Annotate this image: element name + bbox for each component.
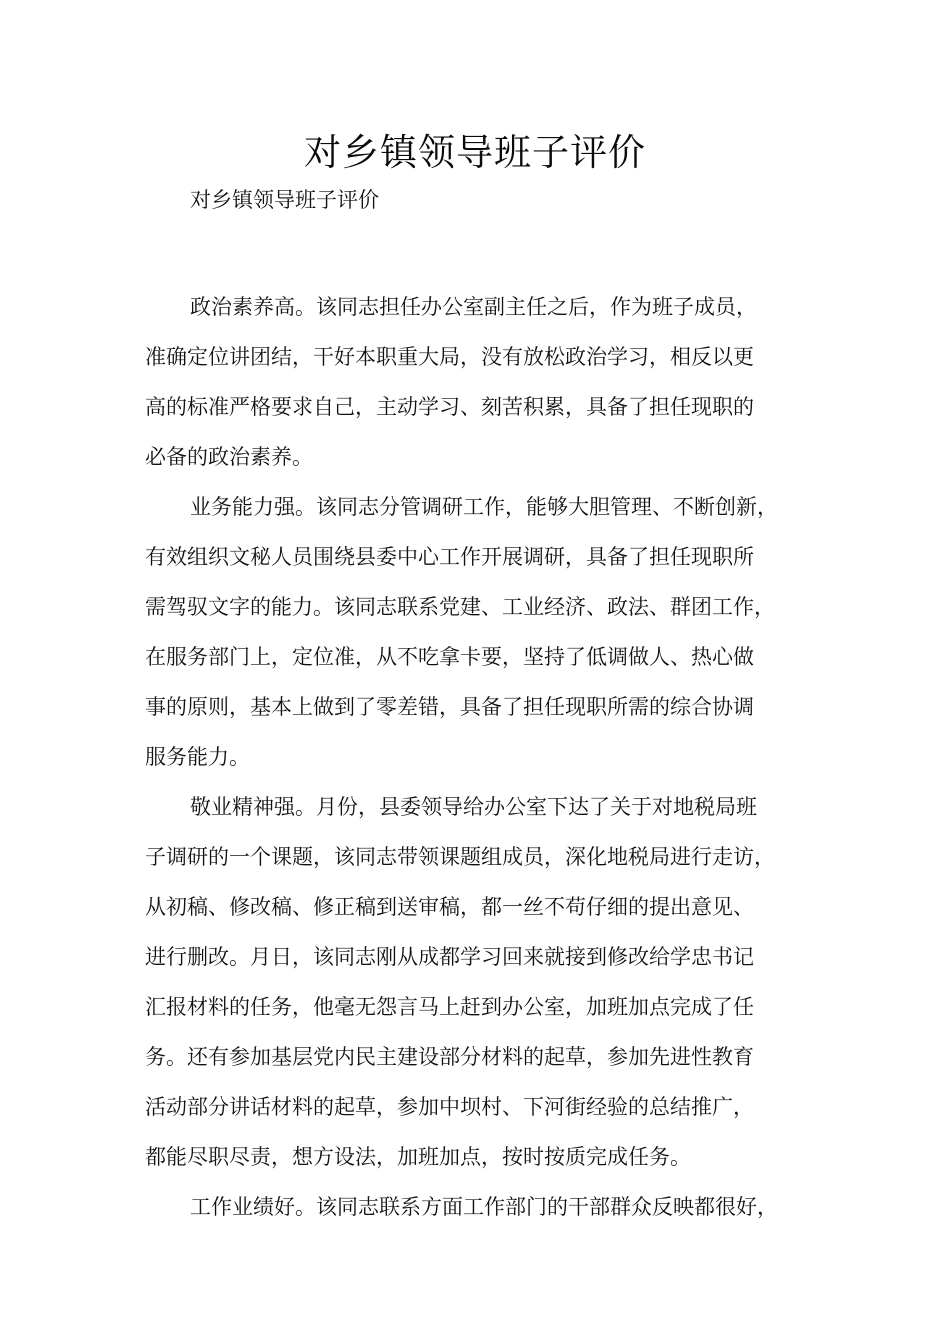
text-line: 服务能力。 — [145, 745, 250, 769]
text-line: 务。还有参加基层党内民主建设部分材料的起草，参加先进性教育 — [145, 1045, 754, 1069]
paragraph-business-ability — [145, 482, 825, 782]
text-line: 有效组织文秘人员围绕县委中心工作开展调研，具备了担任现职所 — [145, 545, 754, 569]
text-line: 必备的政治素养。 — [145, 445, 313, 469]
document-body — [145, 282, 825, 1232]
paragraph-performance — [145, 1182, 825, 1232]
text-line: 汇报材料的任务，他毫无怨言马上赶到办公室，加班加点完成了任 — [145, 995, 754, 1019]
text-line: 在服务部门上，定位准，从不吃拿卡要，坚持了低调做人、热心做 — [145, 645, 754, 669]
text-line: 事的原则，基本上做到了零差错，具备了担任现职所需的综合协调 — [145, 695, 754, 719]
text-line: 子调研的一个课题，该同志带领课题组成员，深化地税局进行走访， — [145, 845, 775, 869]
text-line: 高的标准严格要求自己，主动学习、刻苦积累，具备了担任现职的 — [145, 395, 754, 419]
text-line: 活动部分讲话材料的起草，参加中坝村、下河街经验的总结推广， — [145, 1095, 754, 1119]
document-title: 对乡镇领导班子评价 — [304, 131, 646, 174]
text-line: 需驾驭文字的能力。该同志联系党建、工业经济、政法、群团工作， — [145, 595, 775, 619]
text-line: 业务能力强。该同志分管调研工作，能够大胆管理、不断创新， — [190, 495, 778, 519]
text-line: 工作业绩好。该同志联系方面工作部门的干部群众反映都很好， — [190, 1195, 778, 1219]
text-line: 都能尽职尽责，想方设法，加班加点，按时按质完成任务。 — [145, 1145, 691, 1169]
document-subtitle: 对乡镇领导班子评价 — [190, 188, 379, 212]
paragraph-dedication — [145, 782, 825, 1182]
text-line: 政治素养高。该同志担任办公室副主任之后，作为班子成员， — [190, 295, 757, 319]
text-line: 从初稿、修改稿、修正稿到送审稿，都一丝不苟仔细的提出意见、 — [145, 895, 754, 919]
text-line: 进行删改。月日，该同志刚从成都学习回来就接到修改给学忠书记 — [145, 945, 754, 969]
text-line: 敬业精神强。月份，县委领导给办公室下达了关于对地税局班 — [190, 795, 757, 819]
text-line: 准确定位讲团结，干好本职重大局，没有放松政治学习，相反以更 — [145, 345, 754, 369]
paragraph-political-quality — [145, 282, 825, 482]
